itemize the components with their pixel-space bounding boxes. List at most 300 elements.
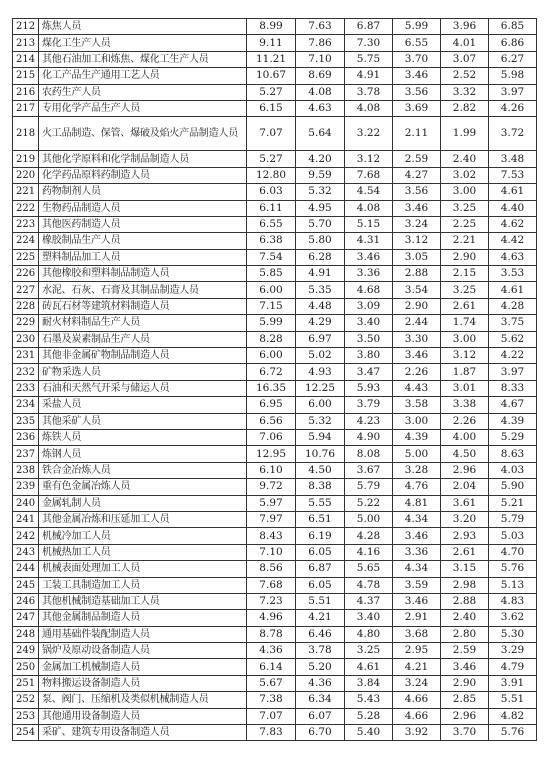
value-cell: 6.87 [345, 19, 393, 35]
value-cell: 3.00 [441, 331, 489, 347]
value-cell: 3.00 [441, 184, 489, 200]
occupation-name: 矿物采选人员 [39, 364, 247, 380]
value-cell: 3.97 [489, 84, 537, 100]
value-cell: 6.11 [247, 200, 296, 216]
value-cell: 5.32 [296, 413, 345, 429]
table-row [13, 364, 537, 380]
value-cell: 4.27 [393, 167, 441, 183]
value-cell: 6.72 [247, 364, 296, 380]
row-index: 229 [13, 315, 39, 331]
row-index: 218 [13, 117, 39, 151]
table-row [13, 429, 537, 445]
row-index: 223 [13, 216, 39, 232]
value-cell: 8.63 [489, 446, 537, 462]
value-cell: 5.51 [296, 593, 345, 609]
value-cell: 6.19 [296, 528, 345, 544]
value-cell: 7.07 [247, 117, 296, 151]
value-cell: 7.68 [345, 167, 393, 183]
occupation-name: 其他橡胶和塑料制品制造人员 [39, 266, 247, 282]
value-cell: 11.21 [247, 51, 296, 67]
table-row [13, 100, 537, 116]
value-cell: 3.56 [393, 84, 441, 100]
value-cell: 6.00 [247, 282, 296, 298]
table-row [13, 692, 537, 708]
value-cell: 6.97 [296, 331, 345, 347]
value-cell: 5.70 [296, 216, 345, 232]
value-cell: 5.00 [393, 446, 441, 462]
table-row [13, 643, 537, 659]
table-body [13, 19, 537, 741]
value-cell: 4.61 [489, 282, 537, 298]
value-cell: 3.46 [393, 200, 441, 216]
value-cell: 5.75 [345, 51, 393, 67]
value-cell: 4.96 [247, 610, 296, 626]
value-cell: 7.10 [296, 51, 345, 67]
value-cell: 4.50 [441, 446, 489, 462]
value-cell: 4.26 [489, 100, 537, 116]
value-cell: 5.99 [393, 19, 441, 35]
occupation-name: 耐火材料制品生产人员 [39, 315, 247, 331]
value-cell: 6.55 [393, 35, 441, 51]
value-cell: 3.25 [345, 643, 393, 659]
value-cell: 5.00 [345, 511, 393, 527]
value-cell: 4.23 [345, 413, 393, 429]
occupation-name: 金属加工机械制造人员 [39, 659, 247, 675]
value-cell: 3.36 [345, 266, 393, 282]
table-row [13, 462, 537, 478]
value-cell: 3.12 [393, 233, 441, 249]
table-row [13, 184, 537, 200]
row-index: 240 [13, 495, 39, 511]
value-cell: 4.01 [441, 35, 489, 51]
value-cell: 3.61 [441, 495, 489, 511]
value-cell: 8.08 [345, 446, 393, 462]
value-cell: 5.21 [489, 495, 537, 511]
row-index: 220 [13, 167, 39, 183]
occupation-name: 其他化学原料和化学制品制造人员 [39, 151, 247, 167]
table-row [13, 68, 537, 84]
value-cell: 2.82 [441, 100, 489, 116]
value-cell: 3.58 [393, 397, 441, 413]
value-cell: 5.28 [345, 708, 393, 724]
table-row [13, 84, 537, 100]
value-cell: 9.59 [296, 167, 345, 183]
value-cell: 6.07 [296, 708, 345, 724]
value-cell: 5.30 [489, 626, 537, 642]
value-cell: 2.91 [393, 610, 441, 626]
occupation-name: 其他机械制造基础加工人员 [39, 593, 247, 609]
value-cell: 4.28 [489, 298, 537, 314]
value-cell: 4.00 [441, 429, 489, 445]
row-index: 237 [13, 446, 39, 462]
value-cell: 6.56 [247, 413, 296, 429]
table-row [13, 479, 537, 495]
value-cell: 4.54 [345, 184, 393, 200]
value-cell: 4.28 [345, 528, 393, 544]
value-cell: 4.61 [489, 184, 537, 200]
value-cell: 6.95 [247, 397, 296, 413]
occupation-name: 通用基础件装配制造人员 [39, 626, 247, 642]
row-index: 231 [13, 348, 39, 364]
value-cell: 3.46 [393, 68, 441, 84]
table-row [13, 528, 537, 544]
value-cell: 6.03 [247, 184, 296, 200]
value-cell: 4.66 [393, 708, 441, 724]
value-cell: 5.85 [247, 266, 296, 282]
occupation-name: 其他非金属矿物制品制造人员 [39, 348, 247, 364]
value-cell: 3.00 [393, 413, 441, 429]
value-cell: 5.90 [489, 479, 537, 495]
value-cell: 3.69 [393, 100, 441, 116]
value-cell: 2.98 [441, 577, 489, 593]
row-index: 236 [13, 429, 39, 445]
occupation-name: 农药生产人员 [39, 84, 247, 100]
row-index: 228 [13, 298, 39, 314]
value-cell: 3.91 [489, 675, 537, 691]
value-cell: 2.04 [441, 479, 489, 495]
table-row [13, 561, 537, 577]
value-cell: 6.00 [247, 348, 296, 364]
occupation-name: 化工产品生产通用工艺人员 [39, 68, 247, 84]
value-cell: 4.66 [393, 692, 441, 708]
value-cell: 3.12 [345, 151, 393, 167]
value-cell: 3.47 [345, 364, 393, 380]
value-cell: 4.76 [393, 479, 441, 495]
value-cell: 6.38 [247, 233, 296, 249]
occupation-name: 生物药品制造人员 [39, 200, 247, 216]
value-cell: 3.92 [393, 725, 441, 741]
value-cell: 3.54 [393, 282, 441, 298]
row-index: 213 [13, 35, 39, 51]
value-cell: 3.24 [393, 675, 441, 691]
row-index: 235 [13, 413, 39, 429]
row-index: 216 [13, 84, 39, 100]
value-cell: 4.39 [489, 413, 537, 429]
value-cell: 8.56 [247, 561, 296, 577]
value-cell: 4.91 [296, 266, 345, 282]
value-cell: 4.82 [489, 708, 537, 724]
value-cell: 5.64 [296, 117, 345, 151]
table-row [13, 577, 537, 593]
row-index: 244 [13, 561, 39, 577]
value-cell: 4.70 [489, 544, 537, 560]
value-cell: 7.54 [247, 249, 296, 265]
value-cell: 2.26 [441, 413, 489, 429]
value-cell: 2.25 [441, 216, 489, 232]
value-cell: 3.59 [393, 577, 441, 593]
value-cell: 3.40 [345, 315, 393, 331]
value-cell: 2.96 [441, 708, 489, 724]
value-cell: 3.28 [393, 462, 441, 478]
occupation-name: 采矿、建筑专用设备制造人员 [39, 725, 247, 741]
table-row [13, 233, 537, 249]
table-row [13, 659, 537, 675]
row-index: 250 [13, 659, 39, 675]
value-cell: 4.78 [345, 577, 393, 593]
value-cell: 4.63 [489, 249, 537, 265]
value-cell: 4.48 [296, 298, 345, 314]
row-index: 249 [13, 643, 39, 659]
document-page [12, 18, 536, 741]
value-cell: 2.59 [441, 643, 489, 659]
table-row [13, 51, 537, 67]
value-cell: 3.46 [393, 593, 441, 609]
value-cell: 3.96 [441, 19, 489, 35]
occupation-name: 药物制剂人员 [39, 184, 247, 200]
value-cell: 5.29 [489, 429, 537, 445]
row-index: 247 [13, 610, 39, 626]
value-cell: 9.72 [247, 479, 296, 495]
value-cell: 5.02 [296, 348, 345, 364]
value-cell: 2.61 [441, 298, 489, 314]
value-cell: 4.39 [393, 429, 441, 445]
value-cell: 2.88 [441, 593, 489, 609]
value-cell: 3.46 [441, 659, 489, 675]
value-cell: 3.80 [345, 348, 393, 364]
occupation-name: 泵、阀门、压缩机及类似机械制造人员 [39, 692, 247, 708]
value-cell: 8.69 [296, 68, 345, 84]
value-cell: 4.90 [345, 429, 393, 445]
row-index: 246 [13, 593, 39, 609]
value-cell: 4.81 [393, 495, 441, 511]
value-cell: 8.28 [247, 331, 296, 347]
table-row [13, 348, 537, 364]
value-cell: 5.65 [345, 561, 393, 577]
row-index: 233 [13, 380, 39, 396]
value-cell: 4.34 [393, 561, 441, 577]
value-cell: 3.62 [489, 610, 537, 626]
table-row [13, 380, 537, 396]
value-cell: 3.67 [345, 462, 393, 478]
occupation-name: 火工品制造、保管、爆破及焰火产品制造人员 [39, 117, 247, 151]
row-index: 214 [13, 51, 39, 67]
value-cell: 3.68 [393, 626, 441, 642]
value-cell: 6.05 [296, 577, 345, 593]
value-cell: 5.76 [489, 725, 537, 741]
value-cell: 5.27 [247, 151, 296, 167]
value-cell: 3.01 [441, 380, 489, 396]
value-cell: 6.86 [489, 35, 537, 51]
occupation-name: 橡胶制品生产人员 [39, 233, 247, 249]
value-cell: 4.83 [489, 593, 537, 609]
value-cell: 2.21 [441, 233, 489, 249]
value-cell: 4.03 [489, 462, 537, 478]
value-cell: 5.35 [296, 282, 345, 298]
table-row [13, 151, 537, 167]
value-cell: 3.79 [345, 397, 393, 413]
value-cell: 8.33 [489, 380, 537, 396]
row-index: 239 [13, 479, 39, 495]
value-cell: 5.13 [489, 577, 537, 593]
value-cell: 3.48 [489, 151, 537, 167]
value-cell: 4.16 [345, 544, 393, 560]
table-row [13, 626, 537, 642]
value-cell: 7.53 [489, 167, 537, 183]
value-cell: 2.61 [441, 544, 489, 560]
value-cell: 1.74 [441, 315, 489, 331]
value-cell: 2.26 [393, 364, 441, 380]
occupation-name: 石油和天然气开采与储运人员 [39, 380, 247, 396]
value-cell: 3.36 [393, 544, 441, 560]
occupation-name: 锅炉及原动设备制造人员 [39, 643, 247, 659]
row-index: 253 [13, 708, 39, 724]
value-cell: 5.32 [296, 184, 345, 200]
value-cell: 4.68 [345, 282, 393, 298]
value-cell: 4.22 [489, 348, 537, 364]
value-cell: 5.03 [489, 528, 537, 544]
value-cell: 7.97 [247, 511, 296, 527]
value-cell: 4.20 [296, 151, 345, 167]
value-cell: 4.43 [393, 380, 441, 396]
occupation-name: 工装工具制造加工人员 [39, 577, 247, 593]
value-cell: 4.80 [345, 626, 393, 642]
occupation-name: 水泥、石灰、石膏及其制品制造人员 [39, 282, 247, 298]
table-row [13, 315, 537, 331]
value-cell: 5.76 [489, 561, 537, 577]
value-cell: 3.53 [489, 266, 537, 282]
occupation-name: 炼钢人员 [39, 446, 247, 462]
value-cell: 4.37 [345, 593, 393, 609]
value-cell: 3.22 [345, 117, 393, 151]
value-cell: 2.15 [441, 266, 489, 282]
value-cell: 1.87 [441, 364, 489, 380]
value-cell: 2.90 [441, 249, 489, 265]
value-cell: 4.36 [247, 643, 296, 659]
row-index: 219 [13, 151, 39, 167]
value-cell: 3.15 [441, 561, 489, 577]
value-cell: 6.14 [247, 659, 296, 675]
value-cell: 2.95 [393, 643, 441, 659]
occupation-data-table [12, 18, 537, 741]
row-index: 225 [13, 249, 39, 265]
value-cell: 6.46 [296, 626, 345, 642]
value-cell: 4.29 [296, 315, 345, 331]
value-cell: 3.12 [441, 348, 489, 364]
value-cell: 4.50 [296, 462, 345, 478]
value-cell: 2.85 [441, 692, 489, 708]
occupation-name: 炼焦人员 [39, 19, 247, 35]
table-row [13, 331, 537, 347]
row-index: 212 [13, 19, 39, 35]
value-cell: 12.25 [296, 380, 345, 396]
table-row [13, 216, 537, 232]
table-row [13, 397, 537, 413]
occupation-name: 煤化工生产人员 [39, 35, 247, 51]
row-index: 251 [13, 675, 39, 691]
table-row [13, 249, 537, 265]
value-cell: 7.63 [296, 19, 345, 35]
value-cell: 4.08 [296, 84, 345, 100]
value-cell: 4.61 [345, 659, 393, 675]
value-cell: 4.79 [489, 659, 537, 675]
value-cell: 3.05 [393, 249, 441, 265]
value-cell: 10.76 [296, 446, 345, 462]
value-cell: 2.90 [441, 675, 489, 691]
value-cell: 4.63 [296, 100, 345, 116]
table-row [13, 675, 537, 691]
value-cell: 5.93 [345, 380, 393, 396]
row-index: 241 [13, 511, 39, 527]
value-cell: 12.95 [247, 446, 296, 462]
value-cell: 6.51 [296, 511, 345, 527]
value-cell: 4.95 [296, 200, 345, 216]
table-row [13, 511, 537, 527]
value-cell: 6.10 [247, 462, 296, 478]
value-cell: 3.40 [345, 610, 393, 626]
value-cell: 3.70 [393, 51, 441, 67]
value-cell: 3.09 [345, 298, 393, 314]
value-cell: 4.42 [489, 233, 537, 249]
value-cell: 1.99 [441, 117, 489, 151]
occupation-name: 炼铁人员 [39, 429, 247, 445]
table-row [13, 495, 537, 511]
occupation-name: 其他石油加工和炼焦、煤化工生产人员 [39, 51, 247, 67]
value-cell: 10.67 [247, 68, 296, 84]
value-cell: 7.07 [247, 708, 296, 724]
table-row [13, 167, 537, 183]
value-cell: 6.85 [489, 19, 537, 35]
value-cell: 7.86 [296, 35, 345, 51]
value-cell: 5.27 [247, 84, 296, 100]
value-cell: 7.68 [247, 577, 296, 593]
value-cell: 2.40 [441, 610, 489, 626]
value-cell: 5.51 [489, 692, 537, 708]
value-cell: 16.35 [247, 380, 296, 396]
value-cell: 6.27 [489, 51, 537, 67]
value-cell: 2.88 [393, 266, 441, 282]
table-row [13, 610, 537, 626]
value-cell: 2.11 [393, 117, 441, 151]
table-row [13, 708, 537, 724]
table-row [13, 725, 537, 741]
value-cell: 6.28 [296, 249, 345, 265]
value-cell: 4.21 [393, 659, 441, 675]
value-cell: 4.31 [345, 233, 393, 249]
value-cell: 5.97 [247, 495, 296, 511]
occupation-name: 其他金属冶炼和压延加工人员 [39, 511, 247, 527]
value-cell: 6.05 [296, 544, 345, 560]
value-cell: 3.70 [441, 725, 489, 741]
row-index: 248 [13, 626, 39, 642]
value-cell: 3.25 [441, 200, 489, 216]
value-cell: 5.79 [345, 479, 393, 495]
value-cell: 4.62 [489, 216, 537, 232]
value-cell: 2.90 [393, 298, 441, 314]
value-cell: 5.79 [489, 511, 537, 527]
value-cell: 3.46 [393, 348, 441, 364]
value-cell: 3.25 [441, 282, 489, 298]
value-cell: 5.94 [296, 429, 345, 445]
value-cell: 7.15 [247, 298, 296, 314]
table-row [13, 117, 537, 151]
row-index: 224 [13, 233, 39, 249]
value-cell: 6.34 [296, 692, 345, 708]
value-cell: 4.08 [345, 100, 393, 116]
value-cell: 3.30 [393, 331, 441, 347]
occupation-name: 重有色金属冶炼人员 [39, 479, 247, 495]
value-cell: 5.43 [345, 692, 393, 708]
value-cell: 3.24 [393, 216, 441, 232]
value-cell: 5.55 [296, 495, 345, 511]
value-cell: 3.46 [393, 528, 441, 544]
occupation-name: 石墨及炭素制品生产人员 [39, 331, 247, 347]
value-cell: 2.40 [441, 151, 489, 167]
value-cell: 7.06 [247, 429, 296, 445]
value-cell: 4.08 [345, 200, 393, 216]
value-cell: 8.43 [247, 528, 296, 544]
value-cell: 7.83 [247, 725, 296, 741]
value-cell: 5.99 [247, 315, 296, 331]
